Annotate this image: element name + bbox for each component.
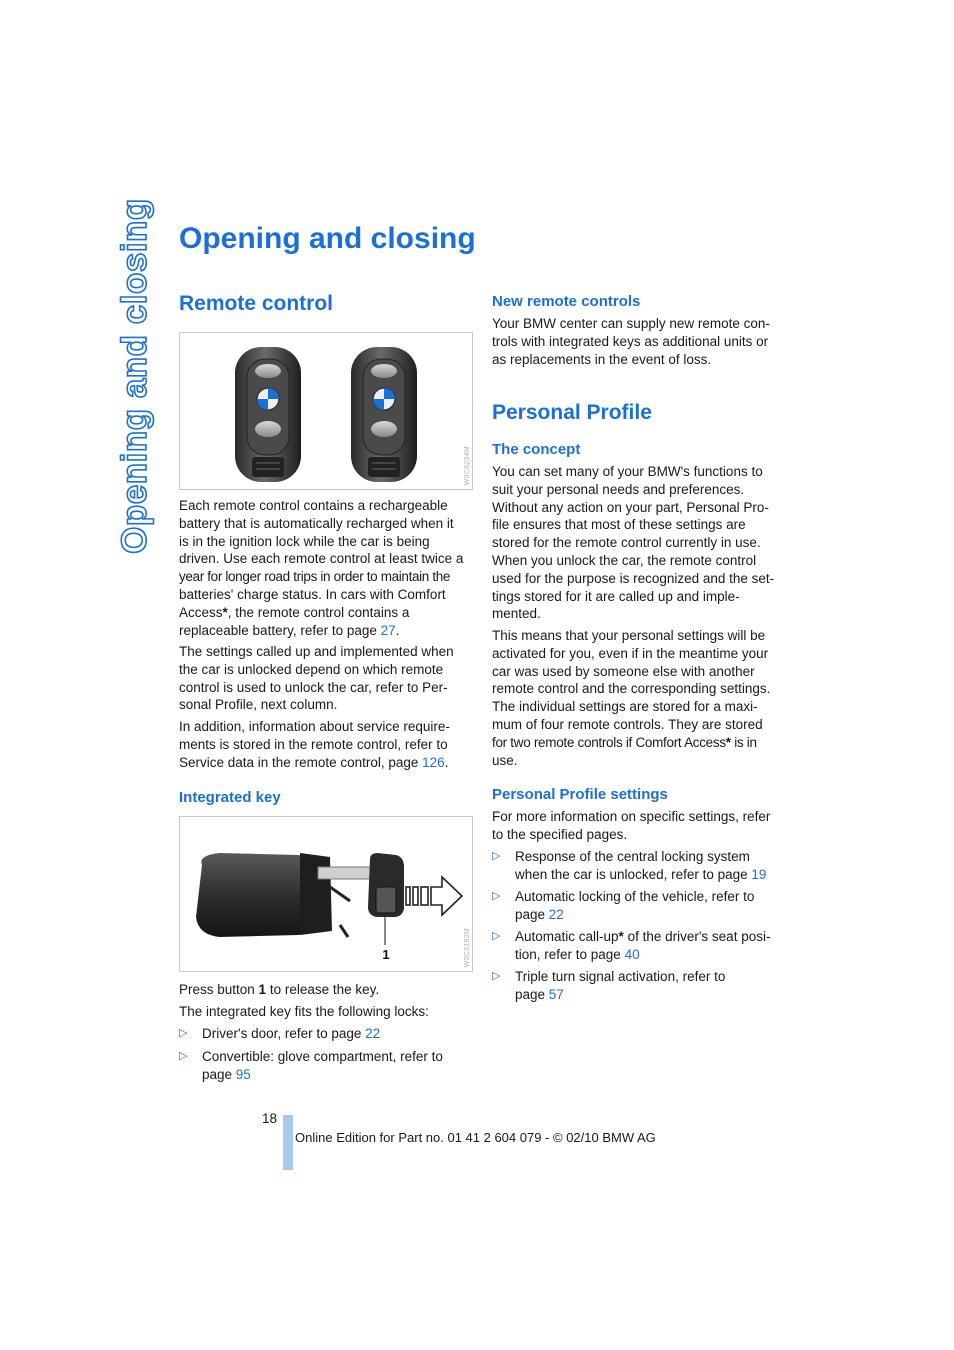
page-title: Opening and closing (179, 222, 476, 255)
footer-edition-text: Online Edition for Part no. 01 41 2 604 079 - © 02/10 BMW AG (295, 1130, 656, 1145)
concept-paragraph-2: This means that your personal settings will be activated for you, even if in the meantime your car was used by someone else with another remote control and the corresponding settings. The individual settings are stored for a maxi- mum of four remote controls. They are stored for two remote controls if Comfort Access* is in use. (492, 628, 771, 768)
press-button-text: Press button 1 to release the key. (179, 982, 380, 997)
remote-keys-image (180, 333, 472, 489)
bullet-triangle-icon: ▷ (179, 1050, 188, 1062)
bullet-triangle-icon: ▷ (179, 1027, 188, 1039)
integrated-key-heading: Integrated key (179, 789, 281, 806)
remote-battery-paragraph: Each remote control contains a rechargeable battery that is automatically recharged when it is in the ignition lock while the car is being driven. Use each remote control at least twice a year for longer road trips in order to maintain the batteries' charge status. In cars with Comfort Access*, the remote control contains a replaceable battery, refer to page 27. (179, 498, 464, 638)
footer-accent-bar (283, 1115, 293, 1170)
page-link-19[interactable]: 19 (751, 866, 767, 882)
fits-locks-text: The integrated key fits the following locks: (179, 1004, 429, 1019)
concept-paragraph-1: You can set many of your BMW's functions to suit your personal needs and preferences. Without any action on your part, Personal Pro- file ensures that most of these settings are stored for the remote control currently in use. When you unlock the car, the remote control used for the purpose is recognized and the set- tings stored for it are called up and imple- mented. (492, 464, 775, 622)
bullet-triangle-icon: ▷ (492, 890, 501, 902)
page-link-57[interactable]: 57 (548, 986, 564, 1002)
page-number: 18 (262, 1111, 278, 1126)
optional-equipment-star: * (725, 734, 731, 750)
release-arrow-icon (406, 877, 462, 915)
side-chapter-tab (113, 198, 157, 554)
page-link-27[interactable]: 27 (380, 622, 396, 638)
page-link-22[interactable]: 22 (365, 1026, 381, 1041)
integrated-key-figure (179, 816, 473, 972)
service-paragraph: In addition, information about service require- ments is stored in the remote control, refer to Service data in the remote control, page 126. (179, 719, 450, 770)
bullet-triangle-icon: ▷ (492, 850, 501, 862)
remote-key-left (235, 347, 301, 482)
figure-code: W0C8234M (464, 445, 471, 485)
figure-callout-1: 1 (382, 947, 390, 962)
page-link-126[interactable]: 126 (422, 754, 445, 770)
the-concept-heading: The concept (492, 441, 581, 458)
new-remote-paragraph: Your BMW center can supply new remote con- trols with integrated keys as additional units or as replacements in the event of loss. (492, 316, 770, 367)
page-link-40[interactable]: 40 (624, 946, 640, 962)
remote-key-right (351, 347, 417, 482)
optional-equipment-star: * (618, 929, 624, 944)
bullet-triangle-icon: ▷ (492, 930, 501, 942)
bullet-triangle-icon: ▷ (492, 970, 501, 982)
remote-control-figure (179, 332, 473, 490)
profile-settings-heading: Personal Profile settings (492, 786, 668, 803)
personal-profile-heading: Personal Profile (492, 401, 652, 424)
page-link-95[interactable]: 95 (235, 1066, 251, 1082)
integrated-key-image (180, 817, 472, 971)
settings-intro-paragraph: For more information on specific settings, refer to the specified pages. (492, 809, 771, 842)
page-link-22[interactable]: 22 (548, 906, 564, 922)
settings-paragraph: The settings called up and implemented when the car is unlocked depend on which remote control is used to unlock the car, refer to Per- sonal Profile, next column. (179, 644, 454, 713)
figure-code: W0C9192M (464, 927, 471, 967)
side-chapter-label: Opening and closing (115, 198, 154, 554)
optional-equipment-star: * (222, 604, 228, 620)
remote-control-heading: Remote control (179, 292, 334, 315)
new-remote-controls-heading: New remote controls (492, 293, 641, 310)
